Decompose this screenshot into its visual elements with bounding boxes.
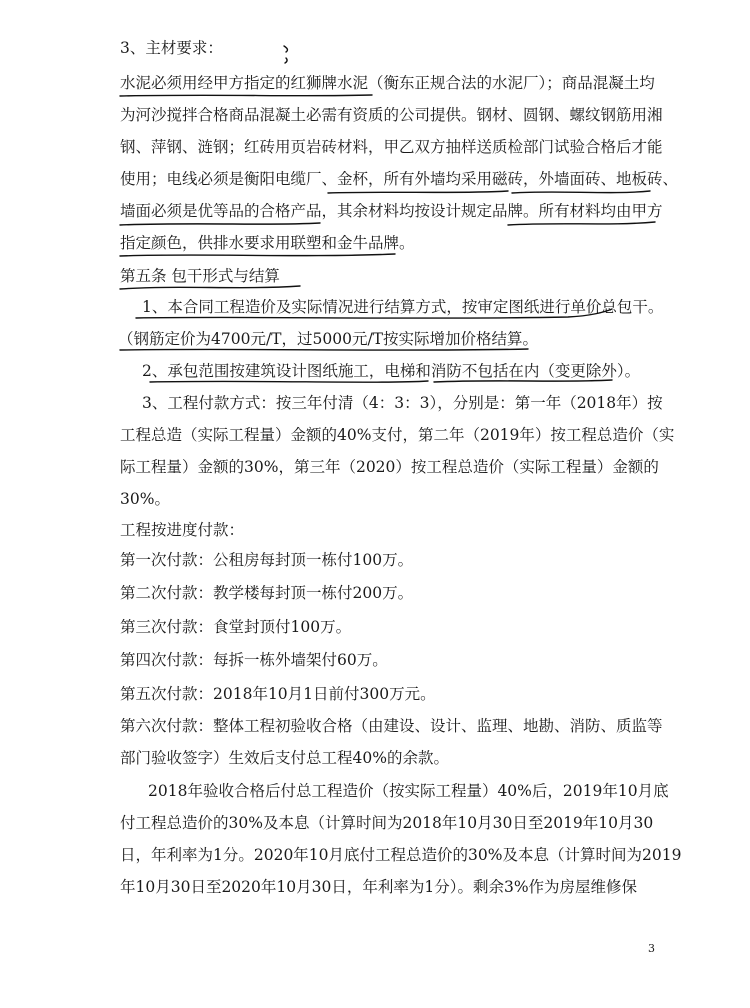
- payment-item: 第四次付款：每拆一栋外墙架付60万。: [120, 651, 388, 669]
- text-line: 指定颜色，供排水要求用联塑和金牛品牌。: [120, 234, 415, 252]
- underline-mark: [120, 95, 372, 96]
- payment-item: 第二次付款：教学楼每封顶一栋付200万。: [120, 584, 414, 602]
- text-line: 工程总造（实际工程量）金额的40%支付，第二年（2019年）按工程总造价（实: [120, 426, 675, 444]
- text-line: 年10月30日至2020年10月30日，年利率为1分）。剩余3%作为房屋维修保: [120, 878, 638, 896]
- text-line: 钢、萍钢、涟钢；红砖用页岩砖材料，甲乙双方抽样送质检部门试验合格后才能: [120, 138, 663, 156]
- text-line: 部门验收签字）生效后支付总工程40%的余款。: [120, 749, 449, 767]
- text-line: 际工程量）金额的30%，第三年（2020）按工程总造价（实际工程量）金额的: [120, 458, 659, 476]
- underline-mark: [512, 191, 650, 193]
- text-line: 日，年利率为1分。2020年10月底付工程总造价的30%及本息（计算时间为2019: [120, 846, 682, 864]
- payment-item: 第六次付款：整体工程初验收合格（由建设、设计、监理、地勘、消防、质监等: [120, 717, 663, 735]
- text-line: 使用；电线必须是衡阳电缆厂、金杯，所有外墙均采用磁砖，外墙面砖、地板砖、: [120, 170, 679, 188]
- scribble-mark: [285, 58, 287, 63]
- underline-mark: [120, 349, 528, 350]
- text-line: 3、工程付款方式：按三年付清（4：3：3），分别是：第一年（2018年）按: [142, 394, 663, 412]
- underline-mark: [120, 254, 395, 256]
- payment-item: 第三次付款：食堂封顶付100万。: [120, 618, 352, 636]
- underline-mark: [120, 286, 300, 289]
- underline-mark: [150, 381, 428, 382]
- text-line: （钢筋定价为4700元/T，过5000元/T按实际增加价格结算。: [118, 330, 539, 348]
- text-line: 2018年验收合格后付总工程造价（按实际工程量）40%后，2019年10月底: [148, 782, 669, 800]
- underline-mark: [120, 223, 320, 225]
- payment-item: 第五次付款：2018年10月1日前付300万元。: [120, 685, 436, 703]
- text-line: 2、承包范围按建筑设计图纸施工，电梯和消防不包括在内（变更除外）。: [142, 362, 641, 380]
- payment-item: 第一次付款：公租房每封顶一栋付100万。: [120, 551, 414, 569]
- text-line: 墙面必须是优等品的合格产品，其余材料均按设计规定品牌。所有材料均由甲方: [120, 202, 663, 220]
- text-line: 工程按进度付款：: [120, 521, 245, 539]
- section-heading: 第五条 包干形式与结算: [120, 267, 280, 285]
- text-line: 30%。: [120, 490, 170, 508]
- underline-mark: [328, 191, 508, 193]
- underline-mark: [508, 222, 655, 225]
- text-line: 付工程总造价的30%及本息（计算时间为2018年10月30日至2019年10月30: [120, 814, 654, 832]
- text-line: 1、本合同工程造价及实际情况进行结算方式，按审定图纸进行单价总包干。: [142, 298, 664, 316]
- text-line: 为河沙搅拌合格商品混凝土必需有资质的公司提供。钢材、圆钢、螺纹钢筋用湘: [120, 106, 663, 124]
- text-line: 3、主材要求：: [120, 39, 223, 57]
- text-line: 水泥必须用经甲方指定的红狮牌水泥（衡东正规合法的水泥厂）；商品混凝土均: [120, 74, 655, 92]
- page-number: 3: [648, 942, 655, 955]
